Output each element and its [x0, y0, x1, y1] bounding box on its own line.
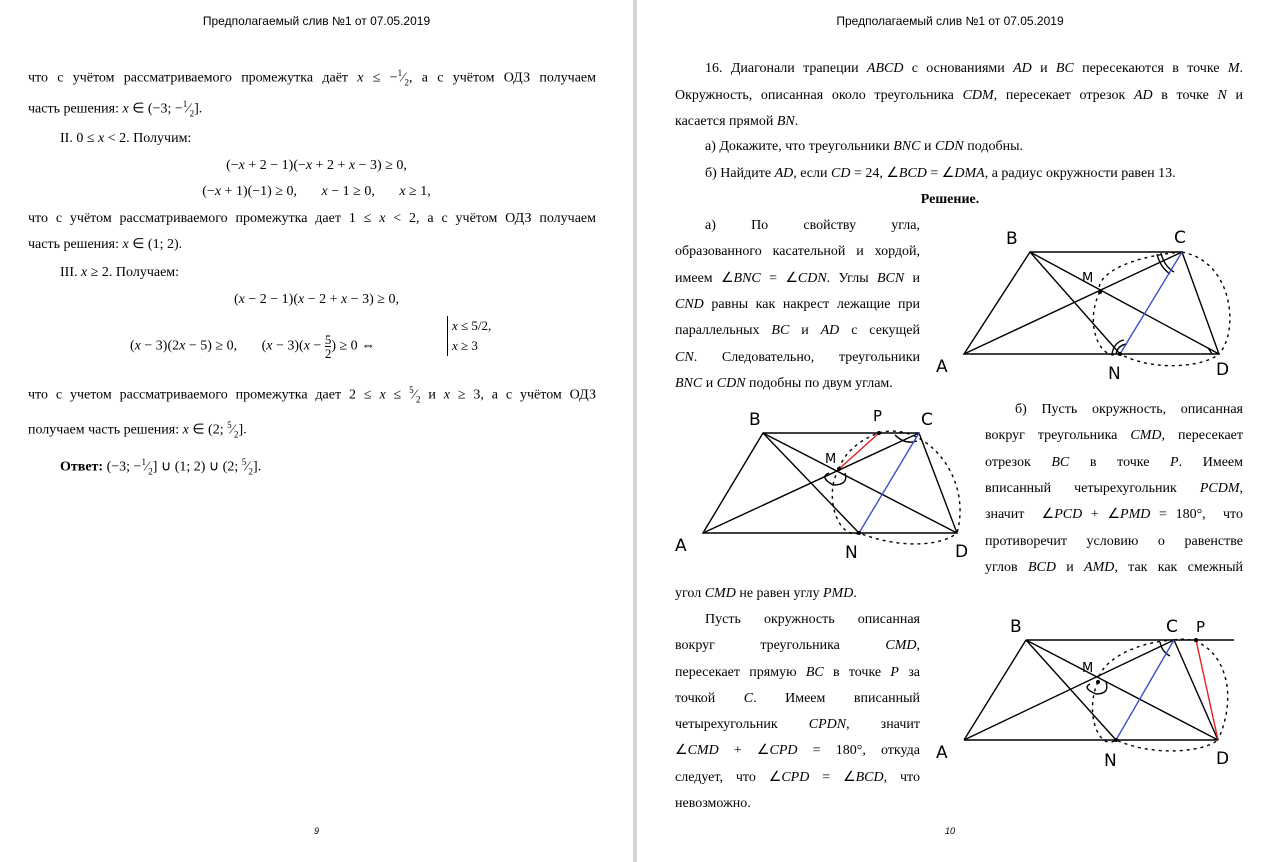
- equation: (x − 2 − 1)(x − 2 + x − 3) ≥ 0,: [234, 292, 399, 307]
- figure-trapezoid-1: [934, 222, 1254, 387]
- text-line: параллельных BC и AD с секущей: [675, 323, 920, 338]
- equation: (−x + 2 − 1)(−x + 2 + x − 3) ≥ 0,: [226, 158, 407, 173]
- text-line: невозможно.: [675, 796, 751, 811]
- text-line: CN. Следовательно, треугольники: [675, 350, 920, 365]
- label-d: D: [955, 542, 969, 562]
- label-b: B: [749, 410, 761, 430]
- text-line: Пусть окружность описанная: [705, 612, 920, 627]
- text-line: касается прямой BN.: [675, 114, 799, 129]
- text-line: угол CMD не равен углу PMD.: [675, 586, 857, 601]
- label-b: B: [1006, 229, 1018, 249]
- text-line: ∠CMD + ∠CPD = 180°, откуда: [675, 743, 920, 758]
- label-m: M: [1082, 661, 1094, 676]
- answer-line: Ответ: (−3; $-^1⁄_2$] ∪ (1; 2) ∪ (2; $^5⁄_2$].: [60, 457, 262, 477]
- text-line: следует, что ∠CPD = ∠BCD, что: [675, 770, 920, 785]
- text-line: что с учетом рассматриваемого промежутка дает $2 \le x \le ^5⁄_2$ и x ≥ 3, а с учётом ОДЗ: [28, 385, 596, 405]
- label-n: N: [1108, 364, 1121, 384]
- text-line: а) По свойству угла,: [705, 218, 920, 233]
- equation: (−x + 1)(−1) ≥ 0, x − 1 ≥ 0, x ≥ 1,: [202, 184, 431, 199]
- label-c: C: [1166, 617, 1178, 637]
- solution-heading: Решение.: [920, 192, 980, 207]
- text-line: четырехугольник CPDN, значит: [675, 717, 920, 732]
- label-a: A: [936, 357, 948, 377]
- equation: (x − 3)(2x − 5) ≥ 0, (x − 3)(x − $\frac{5}{2}$ ) ≥ 0 ⇔: [130, 332, 376, 361]
- figure-trapezoid-2: [673, 405, 985, 565]
- system-bracket: x ≤ 5/2, x ≥ 3: [447, 316, 491, 356]
- label-c: C: [921, 410, 933, 430]
- text-line: что с учётом рассматриваемого промежутка даёт $x \le -^1⁄_2$, а с учётом ОДЗ получаем: [28, 68, 596, 88]
- label-a: A: [936, 743, 948, 763]
- text-line: значит ∠PCD + ∠PMD = 180°, что: [985, 507, 1243, 522]
- label-m: M: [1082, 271, 1094, 286]
- label-p: P: [1196, 618, 1206, 636]
- label-n: N: [1104, 751, 1117, 771]
- label-m: M: [825, 452, 837, 467]
- page-number: 9: [313, 826, 319, 836]
- figure-trapezoid-3: [934, 612, 1254, 772]
- text-line: Окружность, описанная около треугольника CDM, пересекает отрезок AD в точке N и: [675, 88, 1243, 103]
- text-line: часть решения: x ∈ (1; 2).: [28, 237, 183, 252]
- text-line: пересекает прямую BC в точке P за: [675, 665, 921, 680]
- text-line: III. x ≥ 2. Получаем:: [60, 265, 180, 280]
- page-header: Предполагаемый слив №1 от 07.05.2019: [836, 14, 1064, 28]
- text-line: противоречит условию о равенстве: [985, 534, 1243, 549]
- text-line: б) Пусть окружность, описанная: [1015, 402, 1243, 417]
- text-line: вписанный четырехугольник PCDM,: [985, 481, 1243, 496]
- page-header: Предполагаемый слив №1 от 07.05.2019: [202, 14, 431, 28]
- label-d: D: [1216, 360, 1230, 380]
- text-line: углов BCD и AMD, так как смежный: [985, 560, 1244, 575]
- text-line: имеем ∠BNC = ∠CDN. Углы BCN и: [675, 271, 920, 286]
- label-n: N: [845, 543, 858, 563]
- page-number: 10: [944, 826, 955, 836]
- label-p: P: [873, 407, 883, 425]
- text-line: вокруг треугольника CMD,: [675, 638, 920, 653]
- label-d: D: [1216, 749, 1230, 769]
- text-line: отрезок BC в точке P. Имеем: [985, 455, 1243, 470]
- text-line: вокруг треугольника CMD, пересекает: [985, 428, 1243, 443]
- text-line: б) Найдите AD, если CD = 24, ∠BCD = ∠DMA, а радиус окружности равен 13.: [705, 166, 1176, 181]
- page-10: [637, 0, 1263, 862]
- label-a: A: [675, 536, 687, 556]
- text-line: что с учётом рассматриваемого промежутка дает 1 ≤ x < 2, а с учётом ОДЗ получаем: [28, 211, 596, 226]
- text-line: часть решения: x ∈ (−3; $-^1⁄_2$].: [28, 99, 203, 119]
- text-line: образованного касательной и хордой,: [675, 244, 920, 259]
- text-line: 16. Диагонали трапеции ABCD с основаниями AD и BC пересекаются в точке M.: [705, 61, 1243, 76]
- text-line: II. 0 ≤ x < 2. Получим:: [60, 131, 192, 146]
- label-b: B: [1010, 617, 1022, 637]
- text-line: получаем часть решения: x ∈ (2; $^5⁄_2$].: [28, 420, 247, 440]
- text-line: BNC и CDN подобны по двум углам.: [675, 376, 893, 391]
- text-line: точкой C. Имеем вписанный: [675, 691, 920, 706]
- text-line: а) Докажите, что треугольники BNC и CDN подобны.: [705, 139, 1023, 154]
- label-c: C: [1174, 228, 1186, 248]
- text-line: CND равны как накрест лежащие при: [675, 297, 920, 312]
